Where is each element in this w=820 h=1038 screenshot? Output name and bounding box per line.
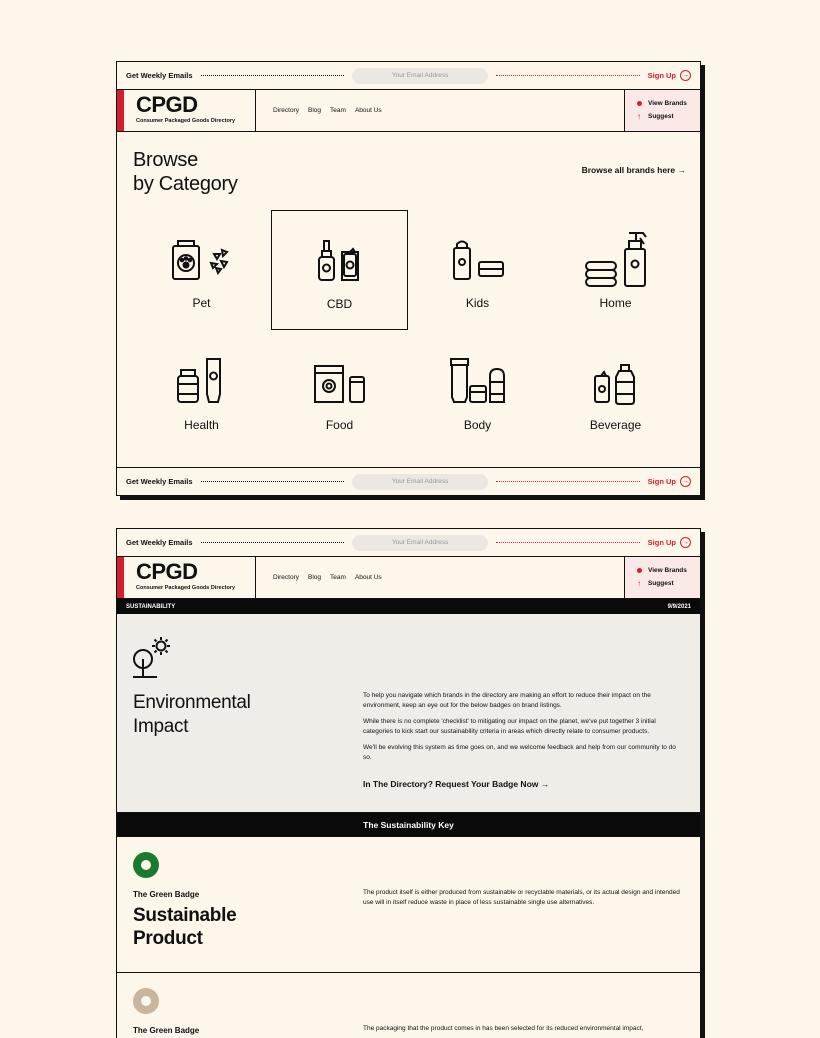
divider-dots — [496, 542, 640, 543]
site-header — [117, 90, 700, 132]
section-date: 9/9/2021 — [667, 603, 691, 610]
divider-dots — [201, 481, 345, 482]
email-label: Get Weekly Emails — [126, 477, 193, 486]
header-actions — [624, 557, 700, 598]
signup-button[interactable] — [648, 537, 691, 548]
arrow-up-icon: ↑ — [637, 112, 641, 121]
signup-label: Sign Up — [647, 477, 676, 486]
sustainability-page-frame — [116, 528, 701, 1038]
divider-dots — [201, 75, 345, 76]
view-brands-link[interactable] — [637, 564, 700, 577]
site-header — [117, 557, 700, 599]
email-label: Get Weekly Emails — [126, 71, 193, 80]
badge-kind: The Green Badge — [133, 1026, 200, 1035]
logo-subtitle: Consumer Packaged Goods Directory — [136, 118, 236, 124]
hero-paragraph: While there is no complete 'checklist' to mitigating our impact on the planet, we've put together 3 initial categories to kick start our sustainability criteria in areas which directly relate to consumer products. — [363, 718, 656, 735]
logo-subtitle: Consumer Packaged Goods Directory — [136, 585, 236, 591]
signup-label: Sign Up — [647, 538, 676, 547]
category-label: Pet — [192, 296, 211, 310]
badge-sustainable-product — [117, 837, 700, 973]
logo[interactable] — [117, 90, 256, 131]
view-brands-label: View Brands — [648, 567, 687, 574]
divider-dots — [496, 481, 640, 482]
divider-dots — [201, 542, 345, 543]
request-badge-link[interactable]: In The Directory? Request Your Badge Now → — [363, 779, 550, 789]
category-home[interactable] — [547, 210, 684, 330]
pet-icon — [170, 238, 234, 282]
nav-directory[interactable]: Directory — [273, 107, 300, 114]
suggest-label: Suggest — [648, 113, 674, 120]
badge-packaging — [117, 973, 700, 1038]
badge-title-line2: Product — [133, 928, 203, 949]
category-label: Food — [325, 418, 354, 432]
nav-blog[interactable]: Blog — [308, 574, 322, 581]
nav-about-us[interactable]: About Us — [354, 107, 382, 114]
browse-page-frame — [116, 61, 701, 496]
category-body[interactable] — [409, 330, 546, 450]
main-nav — [256, 90, 624, 131]
tree-sun-icon — [131, 635, 175, 679]
beverage-icon — [591, 362, 641, 406]
page-title-line1: Browse — [133, 149, 198, 171]
category-label: Beverage — [589, 418, 642, 432]
cbd-icon — [315, 239, 365, 283]
arrow-right-circle-icon: → — [682, 72, 689, 79]
email-input[interactable] — [352, 68, 488, 84]
logo-title: CPGD — [136, 92, 198, 117]
page-title-line2: by Category — [133, 173, 238, 195]
environmental-impact-hero — [117, 614, 700, 813]
nav-team[interactable]: Team — [330, 107, 346, 114]
suggest-label: Suggest — [648, 580, 674, 587]
logo[interactable] — [117, 557, 256, 598]
suggest-link[interactable] — [637, 110, 700, 123]
badge-description: The packaging that the product comes in has been selected for its reduced environmental impact, — [363, 1025, 644, 1032]
hero-title-line2: Impact — [133, 716, 189, 737]
signup-label: Sign Up — [647, 71, 676, 80]
email-signup-bar — [117, 62, 700, 90]
signup-button[interactable] — [648, 70, 691, 81]
badge-title-line1: Sustainable — [133, 905, 237, 926]
badge-kind: The Green Badge — [133, 890, 200, 899]
email-label: Get Weekly Emails — [126, 538, 193, 547]
category-pet[interactable] — [133, 210, 270, 330]
category-cbd[interactable] — [271, 210, 408, 330]
badge-description: The product itself is either produced from sustainable or recyclable materials, or its actual design and intended use will in itself reduce waste in place of less sustainable single use alternatives. — [363, 889, 680, 906]
category-label: CBD — [326, 297, 353, 311]
hero-description — [363, 691, 683, 769]
arrow-right-circle-icon: → — [682, 478, 689, 485]
category-food[interactable] — [271, 330, 408, 450]
kids-icon — [450, 238, 506, 282]
category-health[interactable] — [133, 330, 270, 450]
email-input[interactable] — [352, 535, 488, 551]
signup-button[interactable] — [648, 476, 691, 487]
section-bar — [117, 599, 700, 614]
green-badge-icon — [133, 852, 159, 878]
view-brands-label: View Brands — [648, 100, 687, 107]
category-label: Home — [599, 296, 632, 310]
hero-title-line1: Environmental — [133, 692, 251, 713]
page-title — [133, 148, 238, 196]
home-icon — [584, 230, 648, 288]
arrow-up-icon: ↑ — [637, 579, 641, 588]
body-icon — [448, 356, 508, 406]
category-label: Health — [184, 418, 219, 432]
red-dot-icon — [637, 101, 642, 106]
sustainability-key-bar: The Sustainability Key — [117, 813, 700, 837]
browse-all-brands-link[interactable]: Browse all brands here → — [581, 165, 686, 175]
food-icon — [312, 362, 368, 406]
hero-title — [133, 691, 251, 739]
category-label: Body — [463, 418, 492, 432]
arrow-right-circle-icon: → — [682, 539, 689, 546]
nav-blog[interactable]: Blog — [308, 107, 322, 114]
category-beverage[interactable] — [547, 330, 684, 450]
badge-title — [133, 904, 236, 950]
view-brands-link[interactable] — [637, 97, 700, 110]
header-actions — [624, 90, 700, 131]
nav-about-us[interactable]: About Us — [354, 574, 382, 581]
email-signup-bar — [117, 529, 700, 557]
section-label: SUSTAINABILITY — [126, 603, 176, 610]
nav-directory[interactable]: Directory — [273, 574, 300, 581]
category-kids[interactable] — [409, 210, 546, 330]
suggest-link[interactable] — [637, 577, 700, 590]
category-label: Kids — [465, 296, 490, 310]
email-signup-bar-footer — [117, 467, 700, 495]
main-nav — [256, 557, 624, 598]
divider-dots — [496, 75, 640, 76]
logo-title: CPGD — [136, 559, 198, 584]
tan-badge-icon — [133, 988, 159, 1014]
hero-paragraph: To help you navigate which brands in the directory are making an effort to reduce their impact on the environment, keep an eye out for the below badges on brand listings. — [363, 692, 651, 709]
email-input[interactable] — [352, 474, 488, 490]
hero-paragraph: We'll be evolving this system as time goes on, and we welcome feedback and help from our community to do so. — [363, 744, 676, 761]
nav-team[interactable]: Team — [330, 574, 346, 581]
red-dot-icon — [637, 568, 642, 573]
health-icon — [174, 356, 230, 406]
